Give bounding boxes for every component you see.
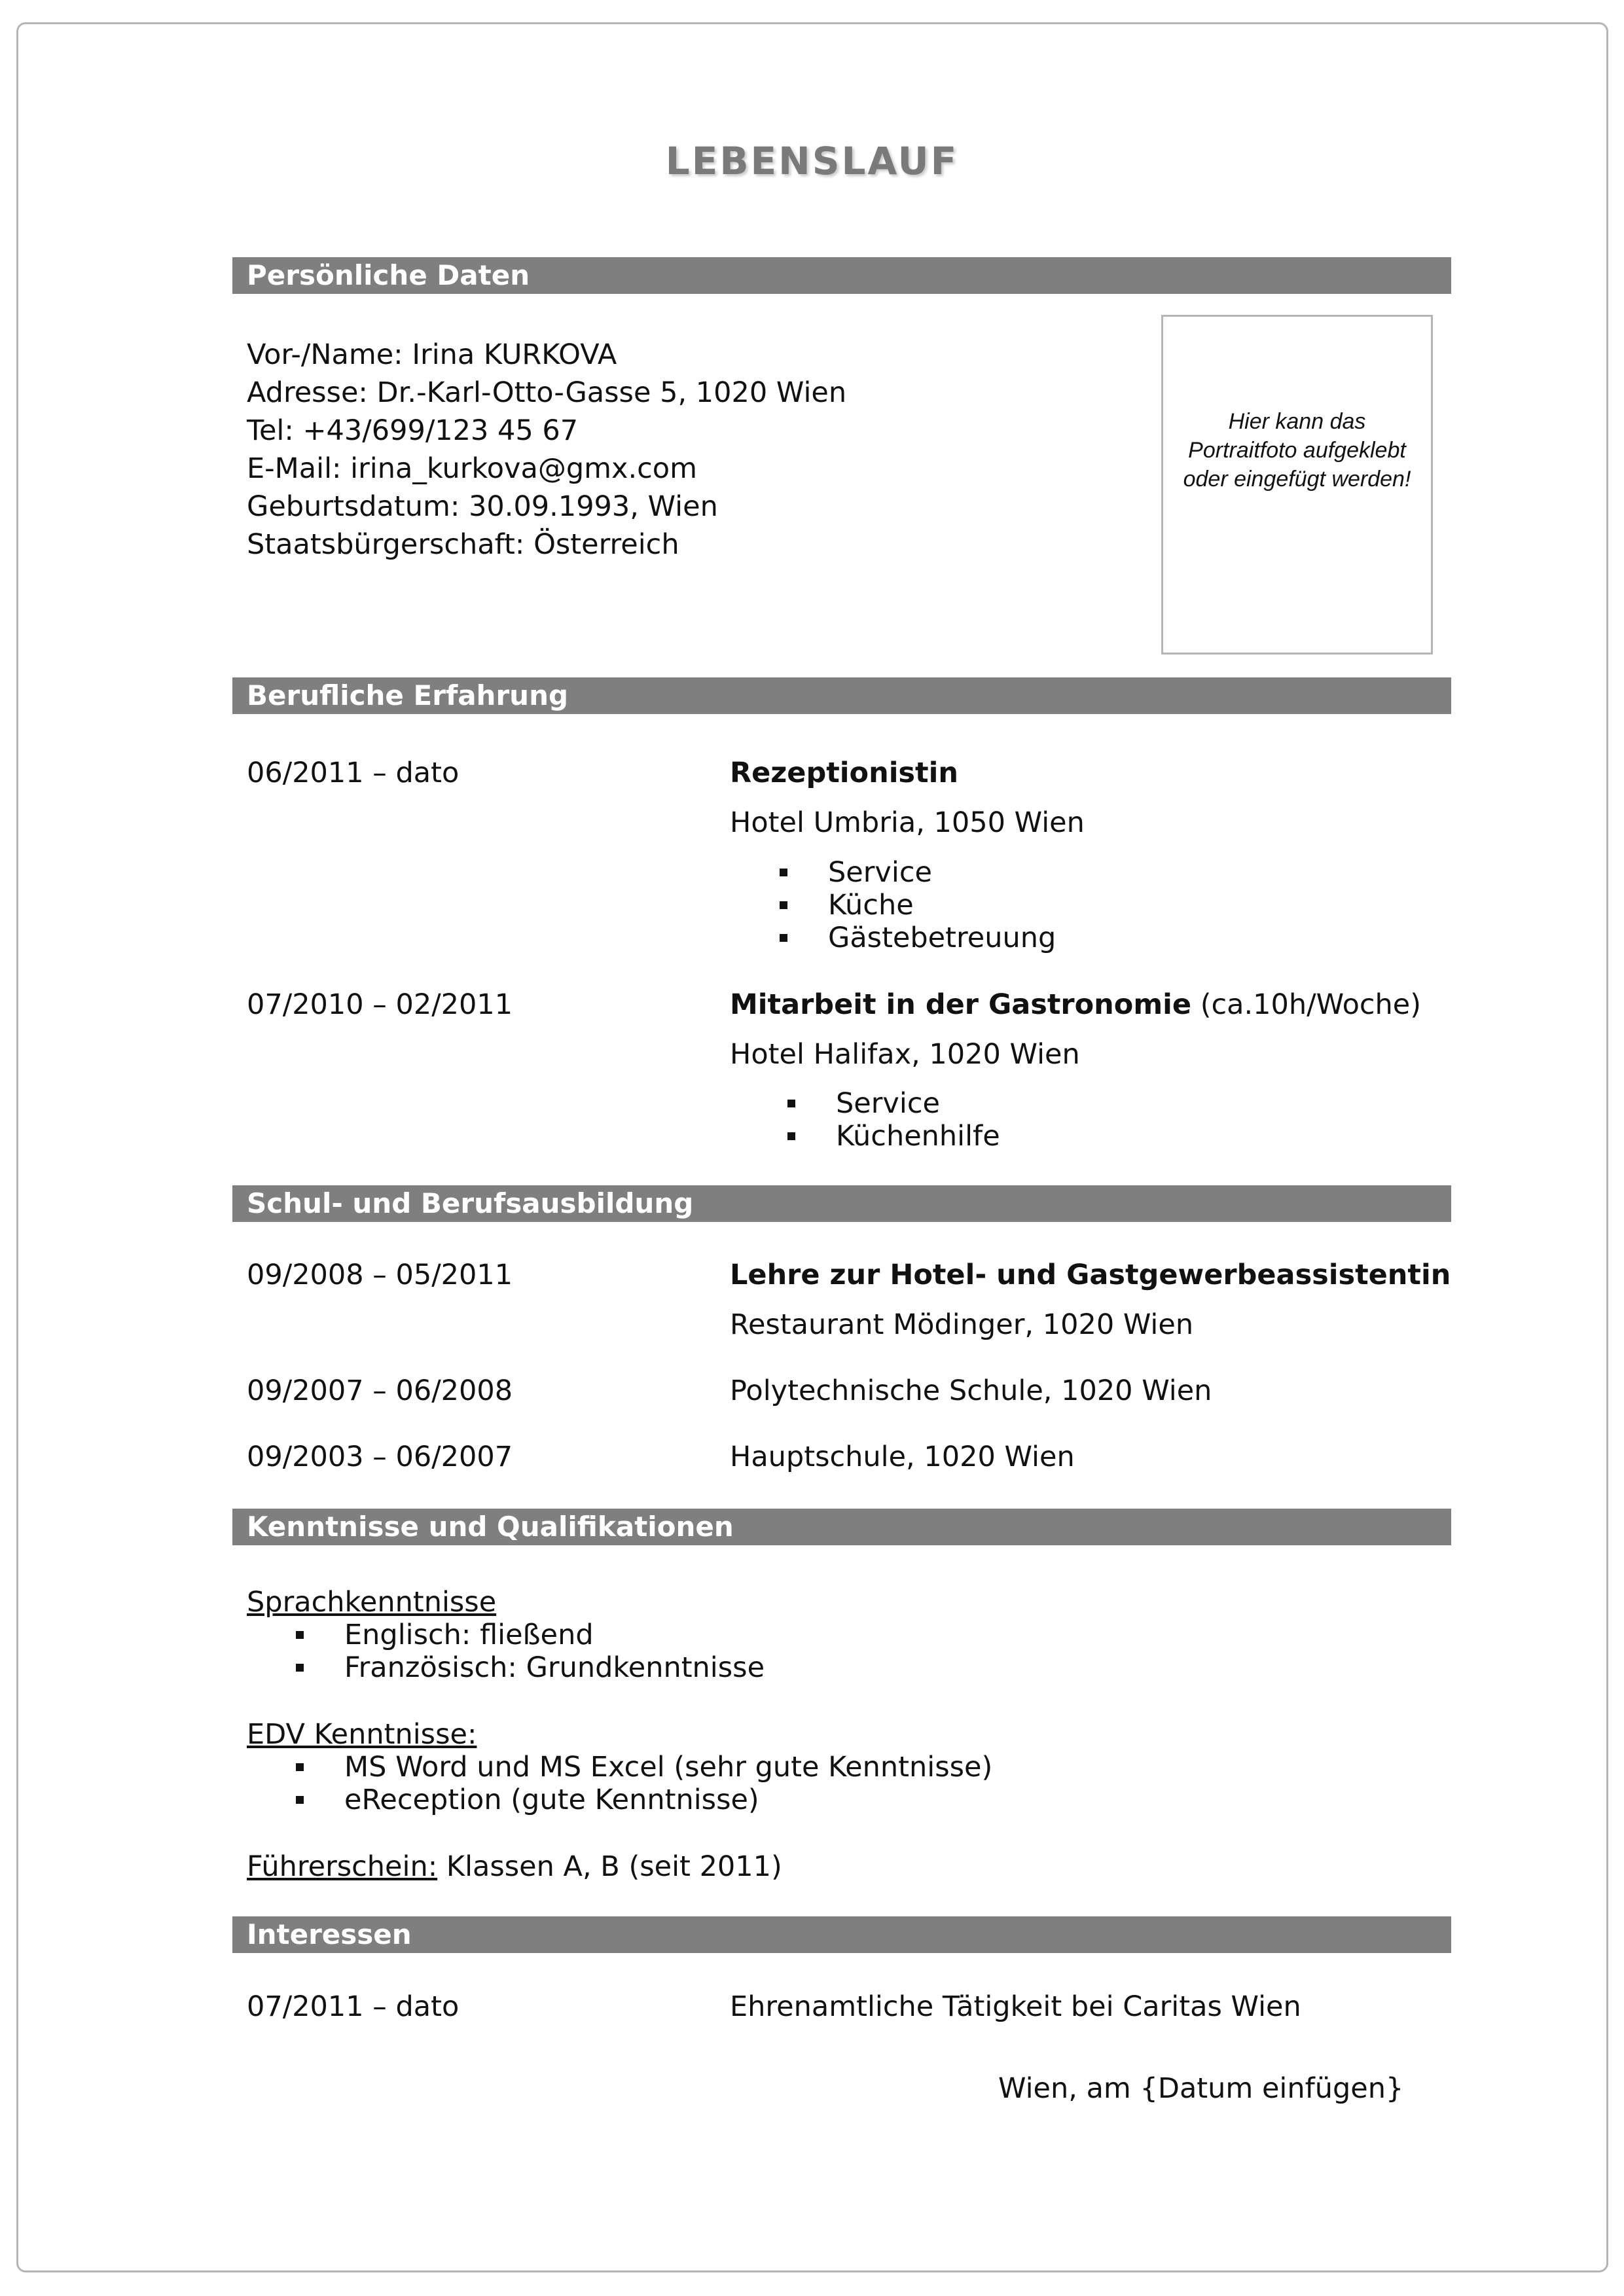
list-item: Küche [828,889,914,922]
education-title: Lehre zur Hotel- und Gastgewerbeassistentin [730,1259,1451,1291]
document-title: LEBENSLAUF [665,139,959,183]
education-title: Hauptschule, 1020 Wien [730,1441,1075,1473]
experience-role: Mitarbeit in der Gastronomie [730,988,1192,1021]
experience-role: Rezeptionistin [730,757,958,789]
personal-address: Adresse: Dr.-Karl-Otto-Gasse 5, 1020 Wien [247,376,847,409]
list-item: Service [828,856,932,889]
license-value: Klassen A, B (seit 2011) [437,1850,782,1883]
it-skills-label: EDV Kenntnisse: [247,1718,477,1751]
interest-period: 07/2011 – dato [247,1990,460,2023]
list-item: eReception (gute Kenntnisse) [344,1784,759,1816]
list-item: Service [836,1087,940,1120]
section-title: Kenntnisse und Qualifikationen [247,1511,734,1543]
section-header-skills [232,1509,1451,1545]
section-title: Persönliche Daten [247,259,530,291]
section-title: Berufliche Erfahrung [247,679,569,711]
photo-hint: Hier kann das Portraitfoto aufgeklebt oder eingefügt werden! [1183,409,1411,492]
experience-role-note: (ca.10h/Woche) [1200,988,1422,1021]
personal-birth: Geburtsdatum: 30.09.1993, Wien [247,490,718,523]
education-title: Polytechnische Schule, 1020 Wien [730,1374,1212,1407]
list-item: Englisch: fließend [344,1619,594,1651]
experience-period: 07/2010 – 02/2011 [247,988,513,1021]
section-title: Schul- und Berufsausbildung [247,1187,694,1219]
list-item: Gästebetreuung [828,922,1056,954]
personal-citizenship: Staatsbürgerschaft: Österreich [247,528,679,561]
license-line [247,1850,782,1883]
education-period: 09/2008 – 05/2011 [247,1259,513,1291]
list-item: Französisch: Grundkenntnisse [344,1651,765,1684]
portrait-photo-placeholder [1161,315,1433,655]
experience-period: 06/2011 – dato [247,757,460,789]
personal-email: E-Mail: irina_kurkova@gmx.com [247,452,697,485]
education-period: 09/2003 – 06/2007 [247,1441,513,1473]
experience-role-line [730,988,1421,1021]
section-header-education [232,1185,1451,1222]
list-item: Küchenhilfe [836,1120,1000,1153]
section-header-personal [232,257,1451,294]
signature-line: Wien, am {Datum einfügen} [998,2072,1404,2105]
experience-role-line [730,757,958,789]
education-period: 09/2007 – 06/2008 [247,1374,513,1407]
license-label: Führerschein: [247,1850,438,1883]
section-header-interests [232,1916,1451,1953]
education-place: Restaurant Mödinger, 1020 Wien [730,1308,1194,1341]
personal-name: Vor-/Name: Irina KURKOVA [247,338,617,371]
languages-label: Sprachkenntnisse [247,1586,497,1619]
list-item: MS Word und MS Excel (sehr gute Kenntnisse) [344,1751,993,1784]
interest-activity: Ehrenamtliche Tätigkeit bei Caritas Wien [730,1990,1301,2023]
experience-employer: Hotel Umbria, 1050 Wien [730,806,1085,839]
section-header-experience [232,677,1451,714]
personal-phone: Tel: +43/699/123 45 67 [247,414,579,447]
section-title: Interessen [247,1918,412,1950]
experience-employer: Hotel Halifax, 1020 Wien [730,1038,1080,1071]
